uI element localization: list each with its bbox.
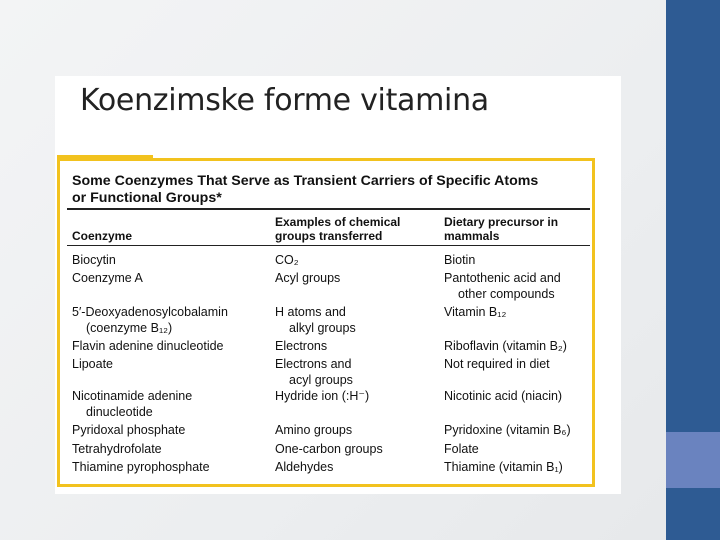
cell-line: Electrons [275,339,328,353]
cell-groups-transferred [275,388,369,404]
header-bottom-rule [67,245,590,246]
cell-line: H atoms and [275,305,346,319]
cell-coenzyme [72,422,185,438]
header-precursor-line-2: mammals [444,229,500,243]
cell-line: Electrons and [275,357,352,371]
cell-dietary-precursor [444,441,479,457]
header-groups-line-2: groups transferred [275,229,383,243]
cell-coenzyme [72,304,228,336]
header-top-rule [67,208,590,210]
cell-dietary-precursor [444,388,562,404]
cell-groups-transferred [275,338,327,354]
cell-dietary-precursor [444,270,561,302]
cell-dietary-precursor [444,459,563,475]
cell-line: other compounds [458,287,555,301]
cell-coenzyme [72,338,224,354]
cell-line: Biotin [444,253,476,267]
cell-line: Pyridoxal phosphate [72,423,186,437]
cell-line: Acyl groups [275,271,341,285]
header-groups-transferred [275,215,400,243]
cell-line: Flavin adenine dinucleotide [72,339,224,353]
cell-dietary-precursor [444,304,506,320]
slide-title: Koenzimske forme vitamina [80,83,489,118]
cell-line: acyl groups [289,373,353,387]
cell-groups-transferred [275,459,333,475]
cell-line: Nicotinic acid (niacin) [444,389,563,403]
cell-line: One-carbon groups [275,442,383,456]
cell-coenzyme [72,459,210,475]
cell-line: Hydride ion (:H⁻) [275,389,370,403]
header-dietary-precursor [444,215,558,243]
table-title-line-1: Some Coenzymes That Serve as Transient Carriers of Specific Atoms [72,173,539,189]
cell-line: Aldehydes [275,460,334,474]
cell-line: 5′-Deoxyadenosylcobalamin [72,305,228,319]
cell-line: Vitamin B₁₂ [444,305,507,319]
cell-line: (coenzyme B₁₂) [86,321,173,335]
cell-line: dinucleotide [86,405,153,419]
cell-groups-transferred [275,252,299,268]
cell-line: Tetrahydrofolate [72,442,162,456]
cell-line: Lipoate [72,357,114,371]
cell-dietary-precursor [444,338,567,354]
cell-line: Thiamine pyrophosphate [72,460,210,474]
header-precursor-line-1: Dietary precursor in [444,215,559,229]
cell-groups-transferred [275,304,356,336]
cell-coenzyme [72,270,143,286]
cell-line: Folate [444,442,479,456]
cell-line: CO₂ [275,253,299,267]
cell-line: Thiamine (vitamin B₁) [444,460,563,474]
cell-coenzyme [72,388,192,420]
cell-dietary-precursor [444,356,550,372]
cell-line: Riboflavin (vitamin B₂) [444,339,567,353]
cell-line: Amino groups [275,423,353,437]
sidebar-accent-block [666,432,720,488]
header-coenzyme: Coenzyme [72,229,133,243]
cell-line: Not required in diet [444,357,550,371]
header-groups-line-1: Examples of chemical [275,215,401,229]
table-title [72,173,538,207]
cell-coenzyme [72,252,116,268]
cell-line: alkyl groups [289,321,356,335]
cell-line: Pyridoxine (vitamin B₆) [444,423,571,437]
cell-groups-transferred [275,441,383,457]
cell-line: Biocytin [72,253,116,267]
cell-groups-transferred [275,422,352,438]
cell-dietary-precursor [444,422,571,438]
table-title-line-2: or Functional Groups* [72,190,222,206]
cell-coenzyme [72,441,162,457]
cell-coenzyme [72,356,113,372]
cell-dietary-precursor [444,252,475,268]
cell-line: Pantothenic acid and [444,271,561,285]
cell-line: Coenzyme A [72,271,143,285]
cell-groups-transferred [275,270,340,286]
cell-groups-transferred [275,356,353,388]
cell-line: Nicotinamide adenine [72,389,193,403]
